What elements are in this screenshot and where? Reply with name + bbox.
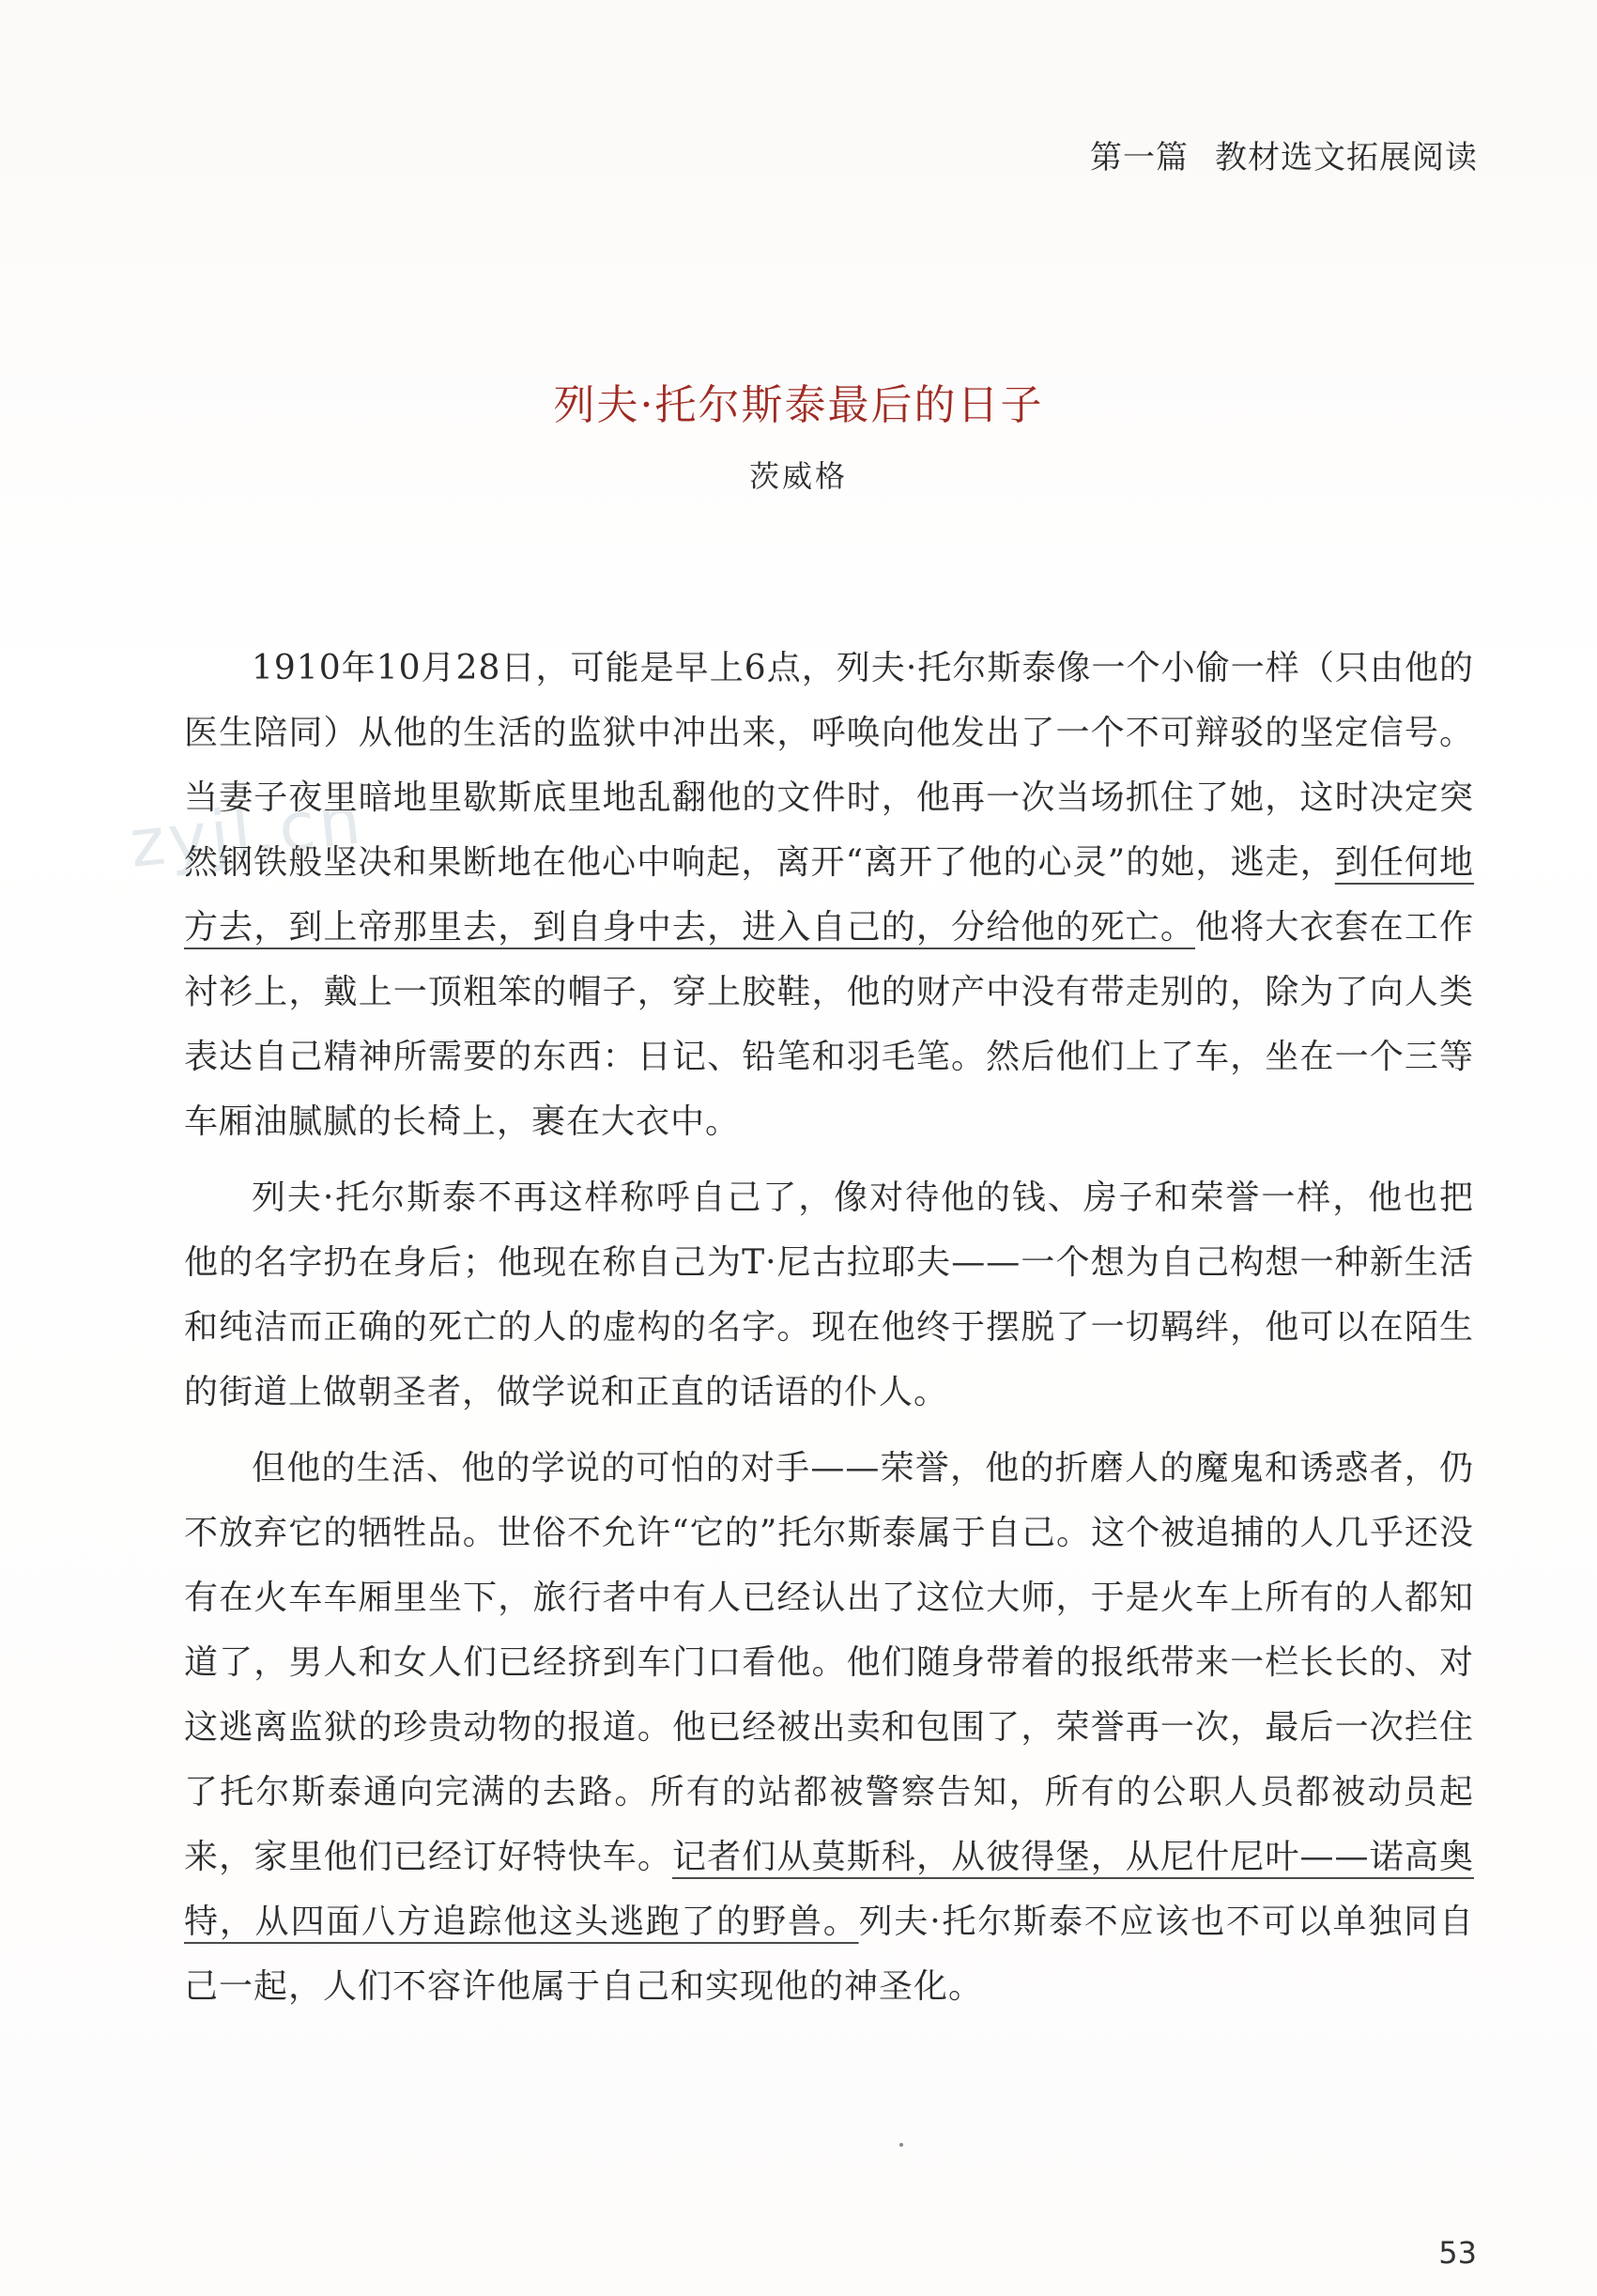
- paragraph-2: 列夫·托尔斯泰不再这样称呼自己了，像对待他的钱、房子和荣誉一样，他也把他的名字扔在身后；他现在称自己为T·尼古拉耶夫——一个想为自己构想一种新生活和纯洁而正确的死亡的人的虚构的名字。现在他终于摆脱了一切羁绊，他可以在陌生的街道上做朝圣者，做学说和正直的话语的仆人。: [184, 1179, 1474, 1411]
- paragraph-3-text-a: 但他的生活、他的学说的可怕的对手——荣誉，他的折磨人的魔鬼和诱惑者，仍不放弃它的牺牲品。世俗不允许“它的”托尔斯泰属于自己。这个被追捕的人几乎还没有在火车车厢里坐下，旅行者中有人已经认出了这位大师，于是火车上所有的人都知道了，男人和女人们已经挤到车门口看他。他们随身带着的报纸带来一栏长长的、对这逃离监狱的珍贵动物的报道。他已经被出卖和包围了，荣誉再一次，最后一次拦住了托尔斯泰通向完满的去路。所有的站都被警察告知，所有的公职人员都被动员起来，家里他们已经订好特快车。: [184, 1449, 1474, 1876]
- paragraph-1-text-a: 1910年10月28日，可能是早上6点，列夫·托尔斯泰像一个小偷一样（只由他的医生陪同）从他的生活的监狱中冲出来，呼唤向他发出了一个不可辩驳的坚定信号。当妻子夜里暗地里歇斯底里地乱翻他的文件时，他再一次当场抓住了她，这时决定突然钢铁般坚决和果断地在他心中响起，离开“离开了他的心灵”的她，逃走，: [184, 649, 1474, 882]
- section-header: [1090, 131, 1478, 177]
- paragraph-1: [184, 636, 1474, 1154]
- article-body: [184, 636, 1474, 2030]
- paragraph-3-text-c: 列夫·托尔斯泰不应该也不可以单独同自己一起，人们不容许他属于自己和实现他的神圣化。: [184, 1903, 1474, 2006]
- underlined-passage-1: 到任何地方去，到上帝那里去，到自身中去，进入自己的，分给他的死亡。: [184, 843, 1474, 947]
- paragraph-3: [184, 1436, 1474, 2019]
- underlined-passage-2: 记者们从莫斯科，从彼得堡，从尼什尼叶——诺高奥特，从四面八方追踪他这头逃跑了的野兽。: [184, 1838, 1474, 1941]
- article-title: 列夫·托尔斯泰最后的日子: [553, 381, 1044, 429]
- watermark: zyjl.cn: [126, 781, 368, 883]
- article-author: 茨威格: [748, 458, 848, 494]
- paragraph-1-text-c: 他将大衣套在工作衬衫上，戴上一顶粗笨的帽子，穿上胶鞋，他的财产中没有带走别的，除为了向人类表达自己精神所需要的东西：日记、铅笔和羽毛笔。然后他们上了车，坐在一个三等车厢油腻腻的长椅上，裹在大衣中。: [184, 908, 1474, 1141]
- section-part: 第一篇: [1090, 139, 1189, 177]
- page-number: 53: [1438, 2235, 1477, 2271]
- section-title: 教材选文拓展阅读: [1215, 139, 1478, 177]
- center-mark: [899, 2143, 903, 2147]
